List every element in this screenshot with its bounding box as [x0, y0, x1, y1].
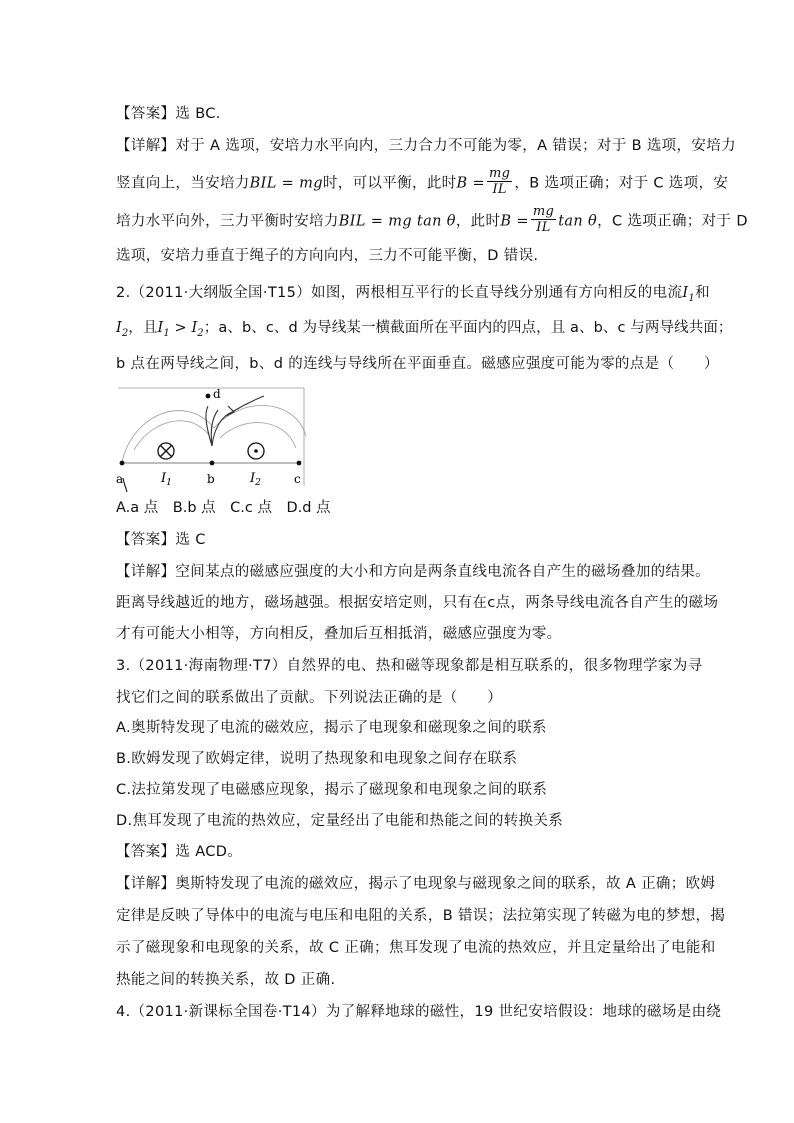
q3-option-a: A.奥斯特发现了电流的磁效应，揭示了电现象和磁现象之间的联系	[116, 720, 547, 736]
q2-stem-line-1: 2.（2011·大纲版全国·T15）如图，两根相互平行的长直导线分别通有方向相反的电流$I_1$和	[116, 285, 710, 304]
label-c: c	[294, 472, 301, 486]
q3-detail-line-4: 热能之间的转换关系，故 D 正确.	[116, 972, 336, 988]
label-a: a	[116, 472, 124, 486]
label-d: d	[213, 387, 221, 401]
q4-stem-line-1: 4.（2011·新课标全国卷·T14）为了解释地球的磁性，19 世纪安培假设：地球的磁场是由绕	[116, 1004, 722, 1020]
q3-stem-line-1: 3.（2011·海南物理·T7）自然界的电、热和磁等现象都是相互联系的，很多物理学家为寻	[116, 658, 703, 674]
q3-detail-line-1: 【详解】奥斯特发现了电流的磁效应，揭示了电现象与磁现象之间的联系，故 A 正确；欧姆	[116, 876, 716, 892]
q1-detail-line-3: 培力水平向外，三力平衡时安培力BIL = mg tan θ，此时B = $\frac{mg}{IL}$ tan θ，C 选项正确；对于 D	[116, 204, 748, 235]
q1-detail-line-1: 【详解】对于 A 选项，安培力水平向内，三力合力不可能为零，A 错误；对于 B 选项，安培力	[116, 138, 736, 154]
q2-answer: 【答案】选 C	[116, 532, 206, 548]
wire-2-out-of-page-icon	[248, 443, 264, 459]
q3-option-b: B.欧姆发现了欧姆定律，说明了热现象和电现象之间存在联系	[116, 751, 518, 767]
q3-stem-line-2: 找它们之间的联系做出了贡献。下列说法正确的是（ ）	[116, 690, 503, 706]
label-i2: $I_2$	[250, 471, 261, 488]
q3-detail-line-3: 示了磁现象和电现象的关系，故 C 正确；焦耳发现了电流的热效应，并且定量给出了电能和	[116, 940, 716, 956]
label-i1: $I_1$	[161, 471, 172, 488]
fraction-mg-over-il: $\frac{mg}{IL}$	[489, 166, 511, 197]
q2-stem-line-3: b 点在两导线之间，b、d 的连线与导线所在平面垂直。磁感应强度可能为零的点是（ ）	[116, 356, 719, 372]
field-arrows	[123, 396, 264, 492]
q1-detail-line-2: 竖直向上，当安培力BIL = mg时，可以平衡，此时B = $\frac{mg}{IL}$ ，B 选项正确；对于 C 选项，安	[116, 166, 729, 197]
point-a	[120, 461, 125, 466]
fraction-mg-over-il: $\frac{mg}{IL}$	[532, 204, 555, 235]
point-d	[206, 394, 211, 399]
q1-answer: 【答案】选 BC.	[116, 106, 221, 122]
q2-stem-line-2: $I_2$，且$I_1 > I_2$；a、b、c、d 为导线某一横截面所在平面内的四点，且 a、b、c 与两导线共面；	[116, 320, 733, 339]
q3-answer: 【答案】选 ACD。	[116, 844, 243, 860]
q2-detail-line-3: 才有可能大小相等，方向相反，叠加后互相抵消，磁感应强度为零。	[116, 626, 562, 642]
q3-option-d: D.焦耳发现了电流的热效应，定量经出了电能和热能之间的转换关系	[116, 813, 564, 829]
label-b: b	[207, 472, 215, 486]
q3-option-c: C.法拉第发现了电磁感应现象，揭示了磁现象和电现象之间的联系	[116, 782, 548, 798]
q3-detail-line-2: 定律是反映了导体中的电流与电压和电阻的关系，B 错误；法拉第实现了转磁为电的梦想，揭	[116, 908, 726, 924]
q2-detail-line-1: 【详解】空间某点的磁感应强度的大小和方向是两条直线电流各自产生的磁场叠加的结果。	[116, 564, 710, 580]
point-b	[210, 461, 215, 466]
q2-options: A.a 点 B.b 点 C.c 点 D.d 点	[116, 500, 331, 516]
q1-detail-line-4: 选项，安培力垂直于绳子的方向向内，三力不可能平衡，D 错误.	[116, 248, 539, 264]
wire-1-into-page-icon	[158, 443, 174, 459]
point-c	[297, 461, 302, 466]
wire-field-figure	[114, 386, 310, 492]
q2-detail-line-2: 距离导线越近的地方，磁场越强。根据安培定则，只有在c点，两条导线电流各自产生的磁场	[116, 595, 719, 611]
